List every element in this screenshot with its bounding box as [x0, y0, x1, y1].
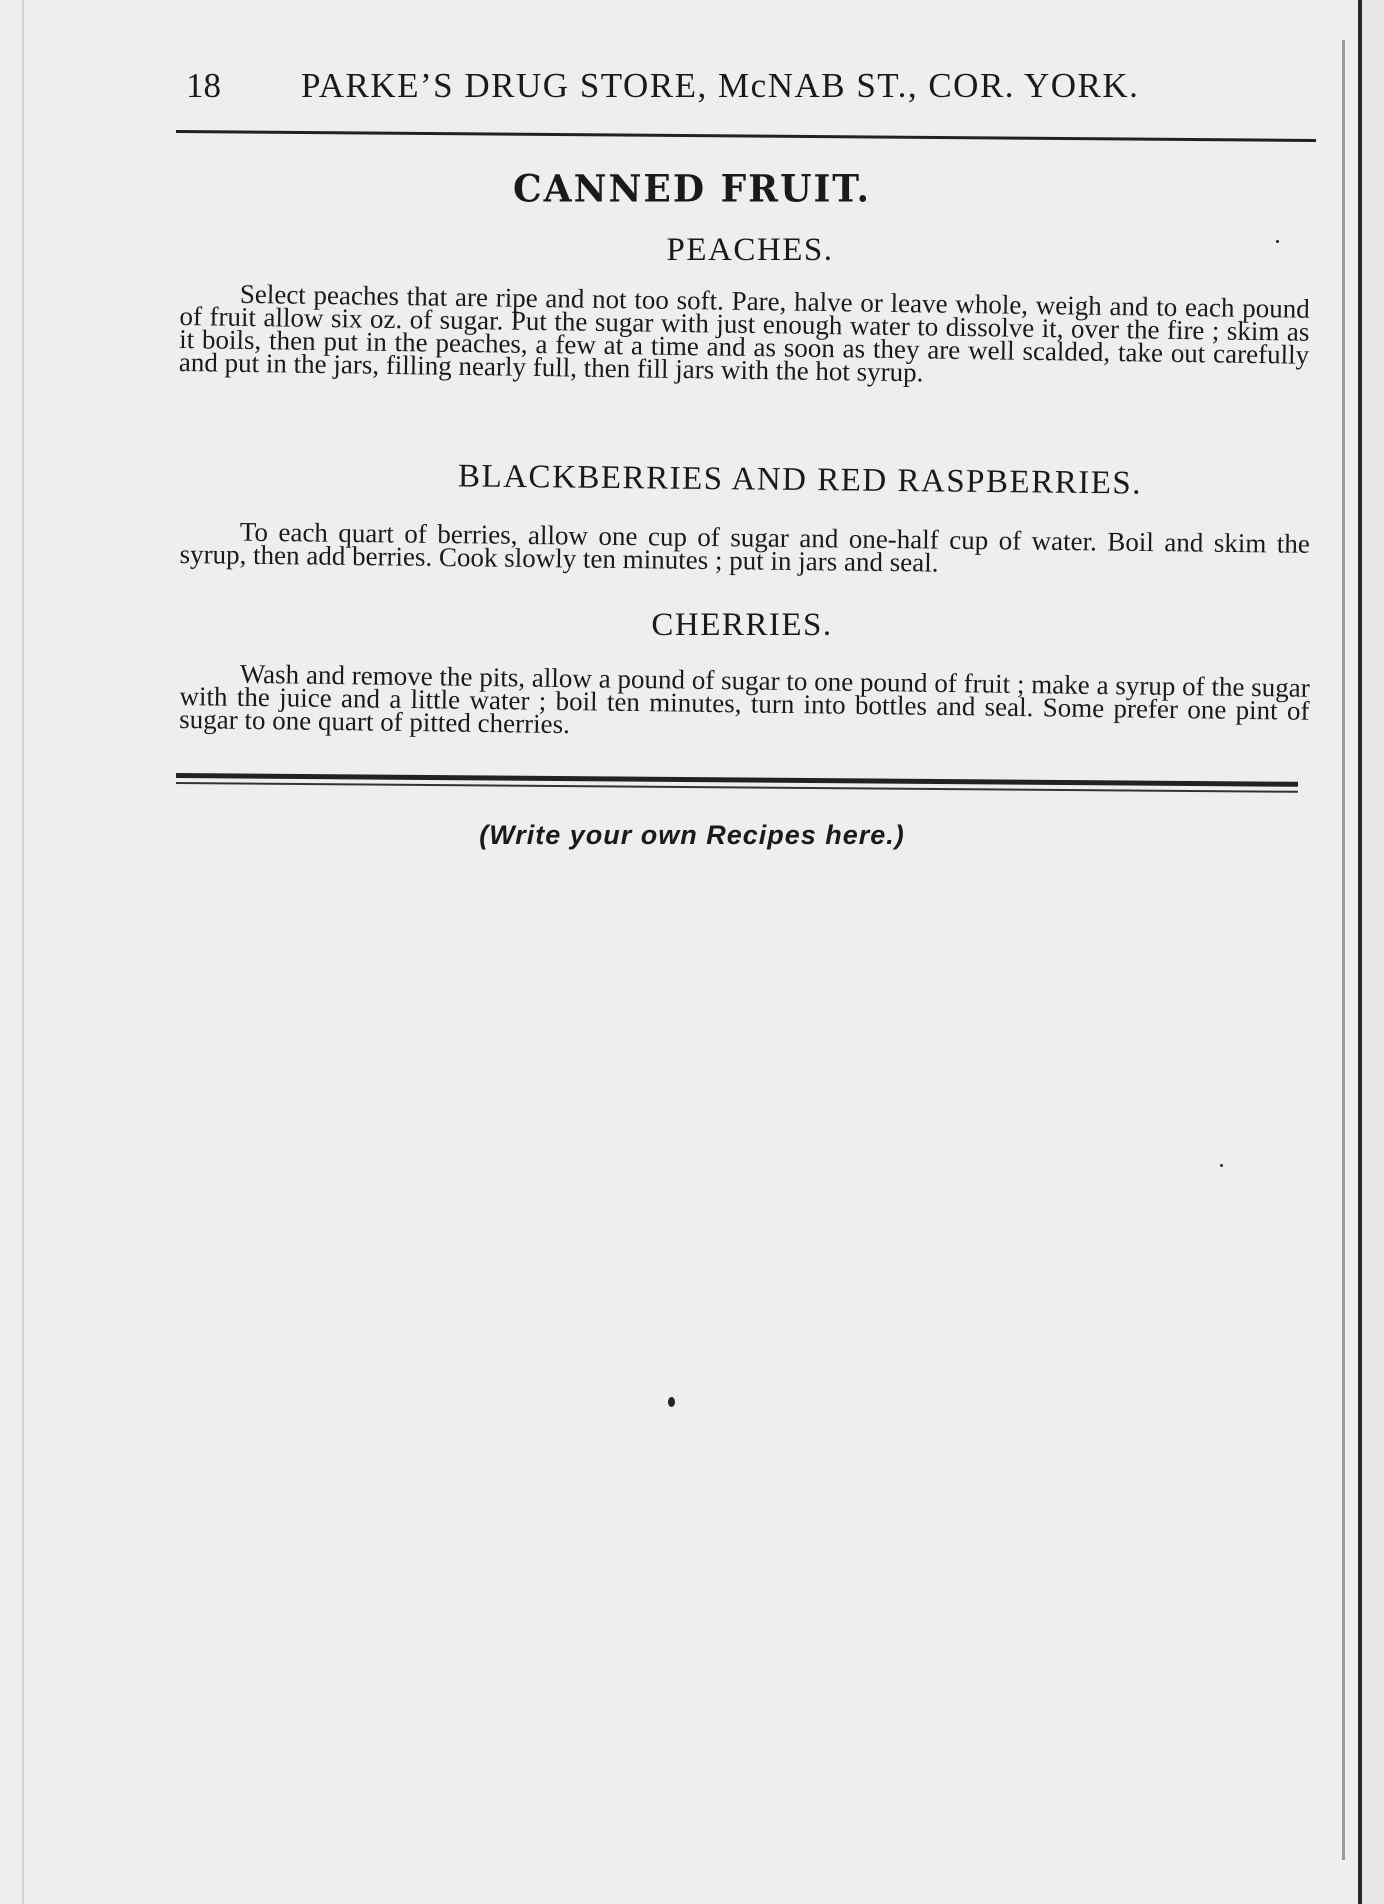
header-text: PARKE’S DRUG STORE, McNAB ST., COR. YORK. — [301, 66, 1140, 105]
recipe-body-peaches — [178, 278, 1310, 390]
section-title: CANNED FRUIT. — [513, 166, 871, 212]
write-recipes-note: (Write your own Recipes here.) — [479, 820, 905, 850]
page-left-edge — [22, 0, 24, 1904]
recipe-body-cherries — [179, 658, 1310, 746]
running-header — [186, 58, 1226, 118]
page-inner-edge — [1342, 40, 1345, 1860]
print-speck — [668, 1397, 675, 1407]
recipe-text: To each quart of berries, allow one cup of sugar and one-half cup of water. Boil and skim the syrup, then add berries. Cook slowly ten minutes ; put in jars and seal. — [179, 516, 1310, 578]
recipe-heading-blackberries: BLACKBERRIES AND RED RASPBERRIES. — [457, 458, 1143, 502]
page-number: 18 — [186, 66, 221, 105]
print-speck — [1220, 1164, 1223, 1167]
recipe-text: Wash and remove the pits, allow a pound of sugar to one pound of fruit ; make a syrup of the sugar with the juice and a little water ; boil ten minutes, turn into bottles and seal. Some prefer one pint of sugar to one quart of pitted cherries. — [179, 658, 1310, 740]
recipe-body-blackberries — [179, 516, 1310, 579]
print-speck — [1276, 240, 1279, 243]
recipe-text: Select peaches that are ripe and not too soft. Pare, halve or leave whole, weigh and to each pound of fruit allow six oz. of sugar. Put the sugar with just enough water to dissolve it, over the fire ; skim as it boils, then put in the peaches, a few at a time and as soon as they are well scalded, take out carefully and put in the jars, filling nearly full, then fill jars with the hot syrup. — [178, 278, 1310, 388]
page-right-edge — [1358, 0, 1384, 1904]
recipe-heading-cherries: CHERRIES. — [651, 607, 833, 643]
recipe-heading-peaches: PEACHES. — [666, 232, 834, 268]
